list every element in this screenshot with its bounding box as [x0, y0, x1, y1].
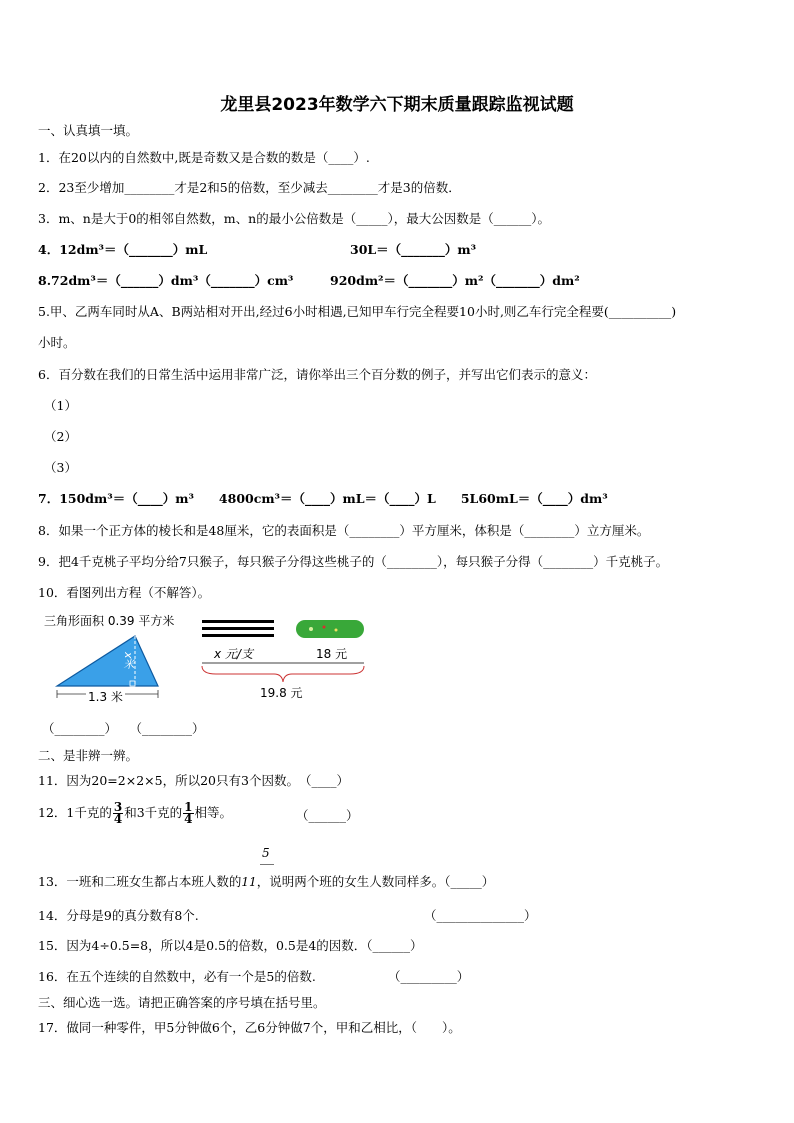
- question-13-fraction-bar: [260, 864, 274, 865]
- question-6-item-3: （3）: [44, 460, 77, 475]
- question-16-answer-blank: （_________）: [388, 969, 470, 984]
- pen-decoration: [323, 626, 326, 629]
- question-4-part-d: 920dm²＝（_______）m²（_______）dm²: [330, 273, 580, 288]
- question-3: 3．m、n是大于0的相邻自然数，m、n的最小公倍数是（_____），最大公因数是（______）。: [38, 211, 550, 226]
- question-8: 8．如果一个正方体的棱长和是48厘米，它的表面积是（________）平方厘米，体积是（________）立方厘米。: [38, 523, 650, 538]
- section-heading-3: 三、细心选一选。请把正确答案的序号填在括号里。: [38, 995, 326, 1010]
- question-1: 1．在20以内的自然数中,既是奇数又是合数的数是（____）.: [38, 150, 370, 165]
- fraction-denominator: 4: [113, 812, 123, 826]
- fraction-numerator: 1: [184, 800, 193, 814]
- question-13-fraction-numerator: 5: [262, 846, 270, 860]
- pen-icon: [296, 620, 364, 638]
- pencils-pen-figure: [196, 612, 376, 702]
- question-14: 14．分母是9的真分数有8个.: [38, 908, 199, 923]
- question-17: 17．做同一种零件，甲5分钟做6个，乙6分钟做7个，甲和乙相比，（ ）。: [38, 1020, 461, 1035]
- pencil-icon: [202, 634, 274, 637]
- question-12-answer-blank: （______）: [296, 808, 359, 823]
- question-5-continued: 小时。: [38, 335, 76, 350]
- question-10: 10．看图列出方程（不解答）。: [38, 585, 211, 600]
- fraction-numerator: 3: [113, 800, 123, 814]
- question-9: 9．把4千克桃子平均分给7只猴子，每只猴子分得这些桃子的（________），每只猴子分得（________）千克桃子。: [38, 554, 669, 569]
- pencil-price-label: x 元/支: [214, 647, 253, 661]
- question-11: 11．因为20=2×2×5，所以20只有3个因数。 （____）: [38, 773, 349, 788]
- page-title: 龙里县2023年数学六下期末质量跟踪监视试题: [220, 95, 574, 115]
- question-15: 15．因为4÷0.5=8，所以4是0.5的倍数，0.5是4的因数．（______）: [38, 938, 423, 953]
- question-2: 2．23至少增加________才是2和5的倍数，至少减去________才是3的倍数．: [38, 180, 461, 195]
- question-5: 5.甲、乙两车同时从A、B两站相对开出,经过6小时相遇,已知甲车行完全程要10小时,则乙车行完全程要(__________): [38, 304, 677, 319]
- triangle-figure: [40, 610, 200, 710]
- question-7: 7．150dm³＝（____）m³ 4800cm³＝（____）mL＝（____）L 5L60mL＝（____）dm³: [38, 491, 608, 506]
- question-6-item-1: （1）: [44, 398, 77, 413]
- question-4-part-a: 4．12dm³＝（_______）mL: [38, 242, 208, 257]
- question-16: 16．在五个连续的自然数中，必有一个是5的倍数.: [38, 969, 316, 984]
- total-price-label: 19.8 元: [260, 686, 303, 700]
- pen-decoration: [335, 629, 338, 632]
- triangle-caption: 三角形面积 0.39 平方米: [44, 614, 175, 628]
- question-12-text-middle: 和3千克的: [124, 805, 183, 820]
- question-6-item-2: （2）: [44, 429, 77, 444]
- question-14-answer-blank: （______________）: [424, 908, 537, 923]
- pencil-icon: [202, 627, 274, 630]
- triangle-height-label: x米: [122, 652, 135, 670]
- question-13-fraction-denominator: 11: [241, 875, 257, 889]
- fraction-denominator: 4: [184, 812, 193, 826]
- section-heading-2: 二、是非辨一辨。: [38, 748, 139, 763]
- question-13-text-start: 13．一班和二班女生都占本班人数的: [38, 874, 242, 889]
- question-6: 6．百分数在我们的日常生活中运用非常广泛，请你举出三个百分数的例子，并写出它们表示的意义：: [38, 367, 596, 382]
- question-10-answer-blanks: （________） （________）: [42, 721, 205, 736]
- pen-price-label: 18 元: [316, 647, 348, 661]
- question-13-text-end: ，说明两个班的女生人数同样多。（_____）: [256, 874, 495, 889]
- question-13: [38, 872, 494, 890]
- section-heading-1: 一、认真填一填。: [38, 123, 139, 138]
- question-12-text-end: 相等。: [194, 805, 233, 820]
- question-4-part-c: 8.72dm³＝（______）dm³（_______）cm³: [38, 273, 294, 288]
- pen-decoration: [309, 627, 313, 631]
- pencil-icon: [202, 620, 274, 623]
- triangle-shape: [57, 636, 158, 686]
- fraction-three-quarters: [113, 802, 123, 825]
- total-brace: [202, 666, 364, 682]
- question-4-part-b: 30L＝（_______）m³: [350, 242, 477, 257]
- question-12-text-start: 12．1千克的: [38, 805, 112, 820]
- question-12: [38, 802, 232, 825]
- triangle-base-label: 1.3 米: [88, 690, 123, 704]
- fraction-one-quarter: [183, 802, 193, 825]
